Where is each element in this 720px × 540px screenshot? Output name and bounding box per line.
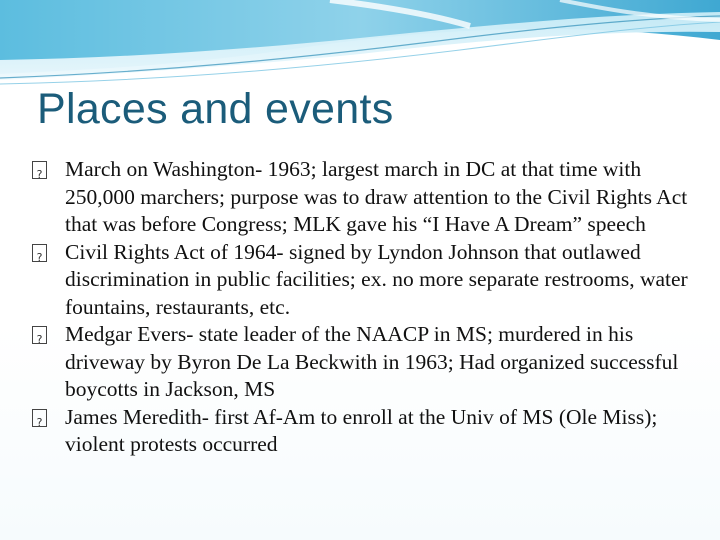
bullet-item	[32, 321, 692, 404]
bullet-text: Medgar Evers- state leader of the NAACP in MS; murdered in his driveway by Byron De La Beckwith in 1963; Had organized successful boycotts in Jackson, MS	[65, 322, 679, 401]
bullet-item	[32, 239, 692, 322]
bullet-text: March on Washington- 1963; largest march in DC at that time with 250,000 marchers; purpose was to draw attention to the Civil Rights Act that was before Congress; MLK gave his “I Have A Dream” speech	[65, 157, 688, 236]
missing-glyph-bullet-icon	[32, 409, 47, 427]
bullet-text: Civil Rights Act of 1964- signed by Lyndon Johnson that outlawed discrimination in public facilities; ex. no more separate restrooms, water fountains, restaurants, etc.	[65, 239, 688, 319]
bullet-text: James Meredith- first Af-Am to enroll at the Univ of MS (Ole Miss); violent protests occurred	[65, 404, 658, 456]
missing-glyph-bullet-icon	[32, 161, 47, 179]
missing-glyph-bullet-icon	[32, 326, 47, 344]
bullet-list	[32, 156, 692, 459]
slide-title: Places and events	[37, 85, 394, 133]
bullet-item	[32, 156, 692, 239]
missing-glyph-bullet-icon	[32, 244, 47, 262]
bullet-item	[32, 404, 692, 459]
header-wave-decoration	[0, 0, 720, 95]
